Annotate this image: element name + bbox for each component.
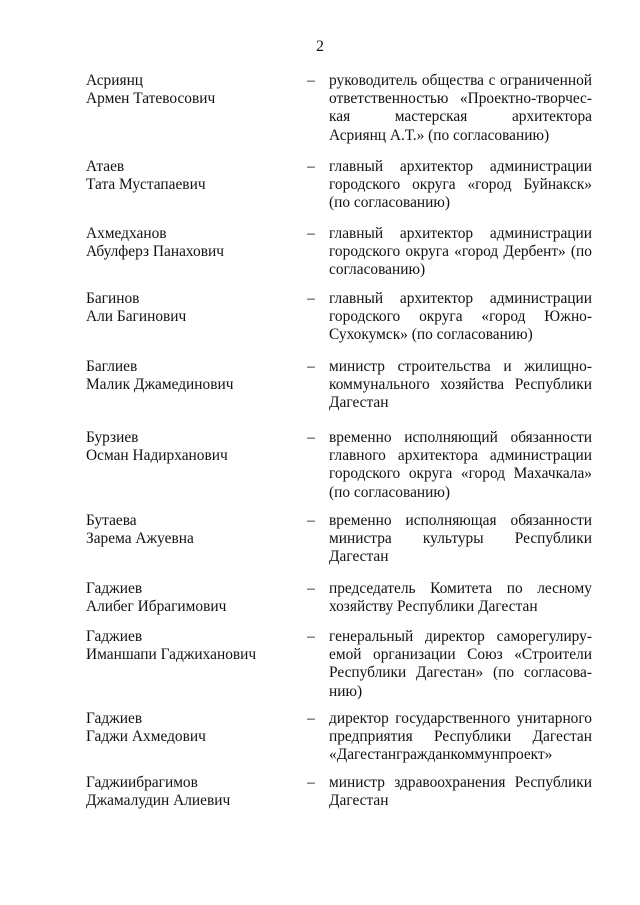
member-surname: Гаджиибрагимов: [86, 774, 198, 791]
position-line: Дагестан: [329, 792, 389, 810]
member-surname: Гаджиев: [86, 628, 143, 645]
member-position: [329, 710, 592, 765]
member-given-names: Малик Джамединович: [86, 376, 234, 394]
member-position: [329, 580, 592, 616]
position-line: временно исполняющий обязанности: [329, 429, 592, 446]
position-line: главного архитектора администрации: [329, 447, 592, 465]
member-surname: Бутаева: [86, 512, 137, 529]
member-given-names: Тата Мустапаевич: [86, 176, 206, 194]
separator-dash: –: [307, 580, 315, 597]
position-line: Сухокумск» (по согласованию): [329, 326, 533, 344]
separator-dash: –: [307, 158, 315, 175]
member-position: [329, 628, 592, 701]
position-line: предприятия Республики Дагестан: [329, 728, 592, 746]
member-surname: Гаджиев: [86, 580, 143, 597]
separator-dash: –: [307, 512, 315, 529]
member-name: [86, 72, 286, 108]
position-line: руководитель общества с ограниченной: [329, 72, 592, 89]
member-name: [86, 290, 286, 326]
position-line: генеральный директор саморегулиру-: [329, 628, 592, 645]
member-name: [86, 710, 286, 746]
member-position: [329, 225, 592, 280]
position-line: временно исполняющая обязанности: [329, 512, 592, 529]
position-line: Асриянц А.Т.» (по согласованию): [329, 126, 550, 144]
member-position: [329, 158, 592, 213]
separator-dash: –: [307, 429, 315, 446]
position-line: городского округа «город Дербент» (по: [329, 243, 592, 261]
member-name: [86, 774, 286, 810]
position-line: Республики Дагестан» (по согласова-: [329, 664, 592, 682]
member-surname: Баглиев: [86, 358, 138, 375]
position-line: директор государственного унитарного: [329, 710, 592, 727]
position-line: главный архитектор администрации: [329, 290, 592, 307]
position-line: (по согласованию): [329, 483, 450, 501]
member-position: [329, 358, 592, 413]
member-given-names: Зарема Ажуевна: [86, 530, 194, 548]
separator-dash: –: [307, 774, 315, 791]
separator-dash: –: [307, 72, 315, 89]
separator-dash: –: [307, 628, 315, 645]
position-line: Дагестан: [329, 548, 389, 566]
member-name: [86, 358, 286, 394]
member-name: [86, 628, 286, 664]
member-given-names: Абулферз Панахович: [86, 243, 224, 261]
member-given-names: Осман Надирханович: [86, 447, 228, 465]
member-surname: Гаджиев: [86, 710, 143, 727]
member-surname: Ахмедханов: [86, 225, 167, 242]
separator-dash: –: [307, 358, 315, 375]
position-line: главный архитектор администрации: [329, 225, 592, 242]
member-given-names: Джамалудин Алиевич: [86, 792, 231, 810]
position-line: кая мастерская архитектора: [329, 108, 592, 126]
member-given-names: Алибег Ибрагимович: [86, 598, 227, 616]
position-line: городского округа «город Южно-: [329, 308, 592, 326]
position-line: Дагестан: [329, 394, 389, 412]
member-given-names: Иманшапи Гаджиханович: [86, 646, 257, 664]
member-name: [86, 429, 286, 465]
member-name: [86, 225, 286, 261]
position-line: городского округа «город Махачкала»: [329, 465, 592, 483]
position-line: коммунального хозяйства Республики: [329, 376, 592, 394]
position-line: нию): [329, 682, 363, 700]
separator-dash: –: [307, 290, 315, 307]
position-line: емой организации Союз «Строители: [329, 646, 592, 664]
member-position: [329, 429, 592, 502]
position-line: министра культуры Республики: [329, 530, 592, 548]
member-name: [86, 580, 286, 616]
separator-dash: –: [307, 710, 315, 727]
page-number: 2: [316, 38, 324, 55]
position-line: председатель Комитета по лесному: [329, 580, 592, 597]
member-position: [329, 290, 592, 345]
position-line: хозяйству Республики Дагестан: [329, 598, 538, 616]
member-surname: Атаев: [86, 158, 125, 175]
member-surname: Асриянц: [86, 72, 144, 89]
member-surname: Бурзиев: [86, 429, 139, 446]
position-line: министр здравоохранения Республики: [329, 774, 592, 791]
member-given-names: Гаджи Ахмедович: [86, 728, 206, 746]
member-given-names: Армен Татевосович: [86, 90, 216, 108]
member-given-names: Али Багинович: [86, 308, 187, 326]
position-line: городского округа «город Буйнакск»: [329, 176, 592, 194]
position-line: (по согласованию): [329, 194, 450, 212]
separator-dash: –: [307, 225, 315, 242]
position-line: «Дагестангражданкоммунпроект»: [329, 746, 553, 764]
position-line: министр строительства и жилищно-: [329, 358, 592, 375]
member-position: [329, 774, 592, 810]
member-position: [329, 72, 592, 145]
member-position: [329, 512, 592, 567]
position-line: ответственностью «Проектно-творчес-: [329, 90, 592, 108]
member-surname: Багинов: [86, 290, 140, 307]
member-name: [86, 512, 286, 548]
member-name: [86, 158, 286, 194]
position-line: главный архитектор администрации: [329, 158, 592, 175]
position-line: согласованию): [329, 261, 426, 279]
